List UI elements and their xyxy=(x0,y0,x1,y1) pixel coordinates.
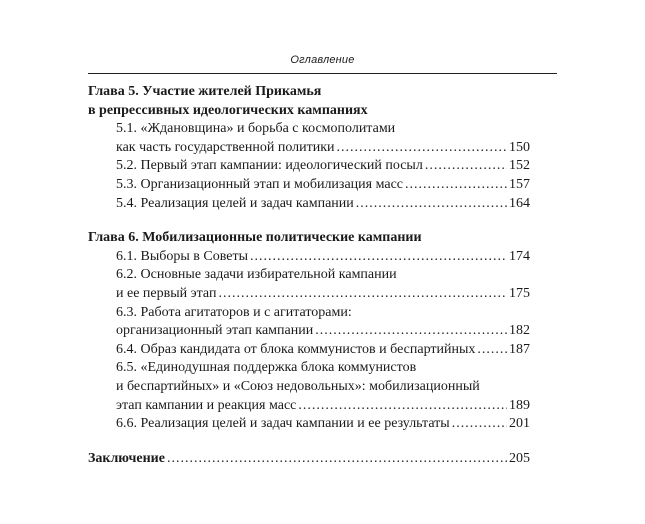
header-rule xyxy=(88,73,557,74)
page-number: 189 xyxy=(509,397,530,413)
table-of-contents xyxy=(88,83,530,468)
toc-entry-6-4 xyxy=(88,341,530,360)
dot-leader xyxy=(356,195,507,214)
section-6-5-line-2: и беспартийных» и «Союз недовольных»: мобилизационный xyxy=(116,378,480,394)
toc-entry-6-1 xyxy=(88,248,530,267)
section-5-4-title: 5.4. Реализация целей и задач кампании xyxy=(116,195,354,211)
section-6-4-title: 6.4. Образ кандидата от блока коммунистов и беспартийных xyxy=(116,341,476,357)
section-6-6-title: 6.6. Реализация целей и задач кампании и ее результаты xyxy=(116,416,450,432)
toc-entry-6-2 xyxy=(88,285,530,304)
toc-entry-6-5 xyxy=(88,397,530,416)
spacer xyxy=(88,213,530,229)
toc-entry-5-3 xyxy=(88,176,530,195)
chapter-5-title-line-1: Глава 5. Участие жителей Прикамья xyxy=(88,84,322,99)
section-6-5-line-3: этап кампании и реакция масс xyxy=(116,397,297,413)
section-6-3-line-1: 6.3. Работа агитаторов и с агитаторами: xyxy=(116,304,352,320)
dot-leader xyxy=(405,176,507,195)
dot-leader xyxy=(250,248,507,267)
page-number: 175 xyxy=(509,285,530,301)
section-5-2-title: 5.2. Первый этап кампании: идеологический посыл xyxy=(116,158,423,174)
toc-entry-5-4 xyxy=(88,195,530,214)
section-5-1-line-1: 5.1. «Ждановщина» и борьба с космополитами xyxy=(116,121,396,137)
toc-entry-6-3 xyxy=(88,322,530,341)
dot-leader xyxy=(218,285,507,304)
section-6-5-line-1: 6.5. «Единодушная поддержка блока коммунистов xyxy=(116,360,417,376)
toc-entry-5-2 xyxy=(88,157,530,176)
page-number: 150 xyxy=(509,139,530,155)
section-6-2-line-2: и ее первый этап xyxy=(116,285,217,301)
dot-leader xyxy=(167,450,507,469)
section-5-3-title: 5.3. Организационный этап и мобилизация масс xyxy=(116,176,403,192)
page-number: 152 xyxy=(509,158,530,174)
page-number: 182 xyxy=(509,323,530,339)
conclusion-title: Заключение xyxy=(88,450,165,466)
dot-leader xyxy=(315,322,507,341)
chapter-6-title: Глава 6. Мобилизационные политические кампании xyxy=(88,230,422,246)
toc-entry-5-1 xyxy=(88,139,530,158)
dot-leader xyxy=(298,397,507,416)
page-number: 187 xyxy=(509,341,530,357)
dot-leader xyxy=(425,157,507,176)
page-number: 157 xyxy=(509,176,530,192)
page-number: 164 xyxy=(509,195,530,211)
toc-entry-6-6 xyxy=(88,415,530,434)
section-6-1-title: 6.1. Выборы в Советы xyxy=(116,248,248,264)
dot-leader xyxy=(477,341,507,360)
page-number: 201 xyxy=(509,416,530,432)
page-number: 205 xyxy=(509,450,530,466)
running-head: Оглавление xyxy=(290,54,355,66)
chapter-5-title-line-2: в репрессивных идеологических кампаниях xyxy=(88,102,368,118)
toc-entry-conclusion xyxy=(88,450,530,469)
section-6-3-line-2: организационный этап кампании xyxy=(116,323,314,339)
dot-leader xyxy=(452,415,507,434)
page-number: 174 xyxy=(509,248,530,264)
dot-leader xyxy=(337,139,507,158)
section-5-1-line-2: как часть государственной политики xyxy=(116,139,335,155)
spacer xyxy=(88,434,530,450)
section-6-2-line-1: 6.2. Основные задачи избирательной кампании xyxy=(116,267,397,283)
